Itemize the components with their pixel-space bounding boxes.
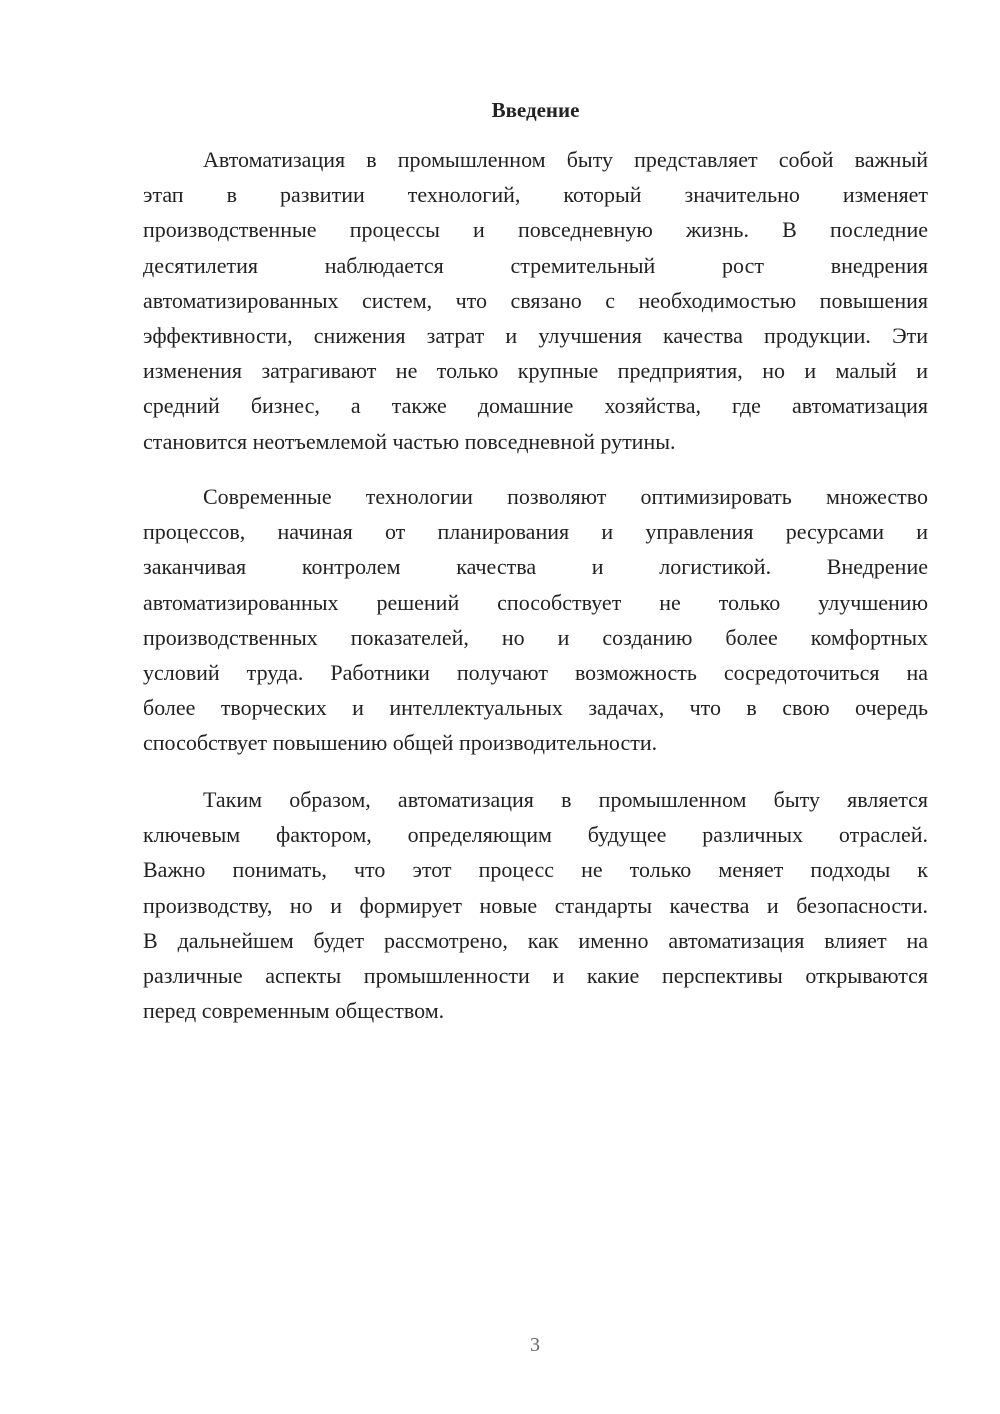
paragraph-1 bbox=[143, 142, 928, 459]
text-line: этап в развитии технологий, который значительно изменяет bbox=[143, 182, 928, 208]
text-line: эффективности, снижения затрат и улучшения качества продукции. Эти bbox=[143, 322, 928, 348]
paragraph-3 bbox=[143, 782, 928, 1028]
text-line: становится неотъемлемой частью повседневной рутины. bbox=[143, 428, 676, 454]
text-line: В дальнейшем будет рассмотрено, как именно автоматизация влияет на bbox=[143, 927, 928, 953]
text-line: производственные процессы и повседневную жизнь. В последние bbox=[143, 217, 928, 243]
text-line: производству, но и формирует новые стандарты качества и безопасности. bbox=[143, 892, 928, 918]
text-line: десятилетия наблюдается стремительный рост внедрения bbox=[143, 252, 928, 278]
text-line: производственных показателей, но и созданию более комфортных bbox=[143, 624, 928, 650]
page-number: 3 bbox=[530, 1334, 540, 1356]
text-line: условий труда. Работники получают возможность сосредоточиться на bbox=[143, 659, 928, 685]
text-line: процессов, начиная от планирования и управления ресурсами и bbox=[143, 519, 928, 545]
text-line: перед современным обществом. bbox=[143, 998, 445, 1024]
text-line: способствует повышению общей производительности. bbox=[143, 730, 658, 756]
text-line: Современные технологии позволяют оптимизировать множество bbox=[203, 484, 928, 509]
text-line: Автоматизация в промышленном быту представляет собой важный bbox=[203, 147, 928, 172]
paragraph-2 bbox=[143, 479, 928, 761]
text-line: различные аспекты промышленности и какие перспективы открываются bbox=[143, 962, 928, 988]
text-line: средний бизнес, а также домашние хозяйства, где автоматизация bbox=[143, 393, 928, 419]
text-line: автоматизированных систем, что связано с необходимостью повышения bbox=[143, 287, 928, 313]
text-line: Важно понимать, что этот процесс не только меняет подходы к bbox=[143, 857, 928, 883]
section-title: Введение bbox=[491, 98, 580, 122]
text-line: изменения затрагивают не только крупные предприятия, но и малый и bbox=[143, 358, 928, 384]
text-line: Таким образом, автоматизация в промышленном быту является bbox=[203, 787, 928, 812]
text-line: более творческих и интеллектуальных задачах, что в свою очередь bbox=[143, 695, 928, 721]
text-line: автоматизированных решений способствует не только улучшению bbox=[143, 589, 928, 615]
text-line: ключевым фактором, определяющим будущее различных отраслей. bbox=[143, 822, 928, 848]
text-line: заканчивая контролем качества и логистикой. Внедрение bbox=[143, 554, 928, 580]
